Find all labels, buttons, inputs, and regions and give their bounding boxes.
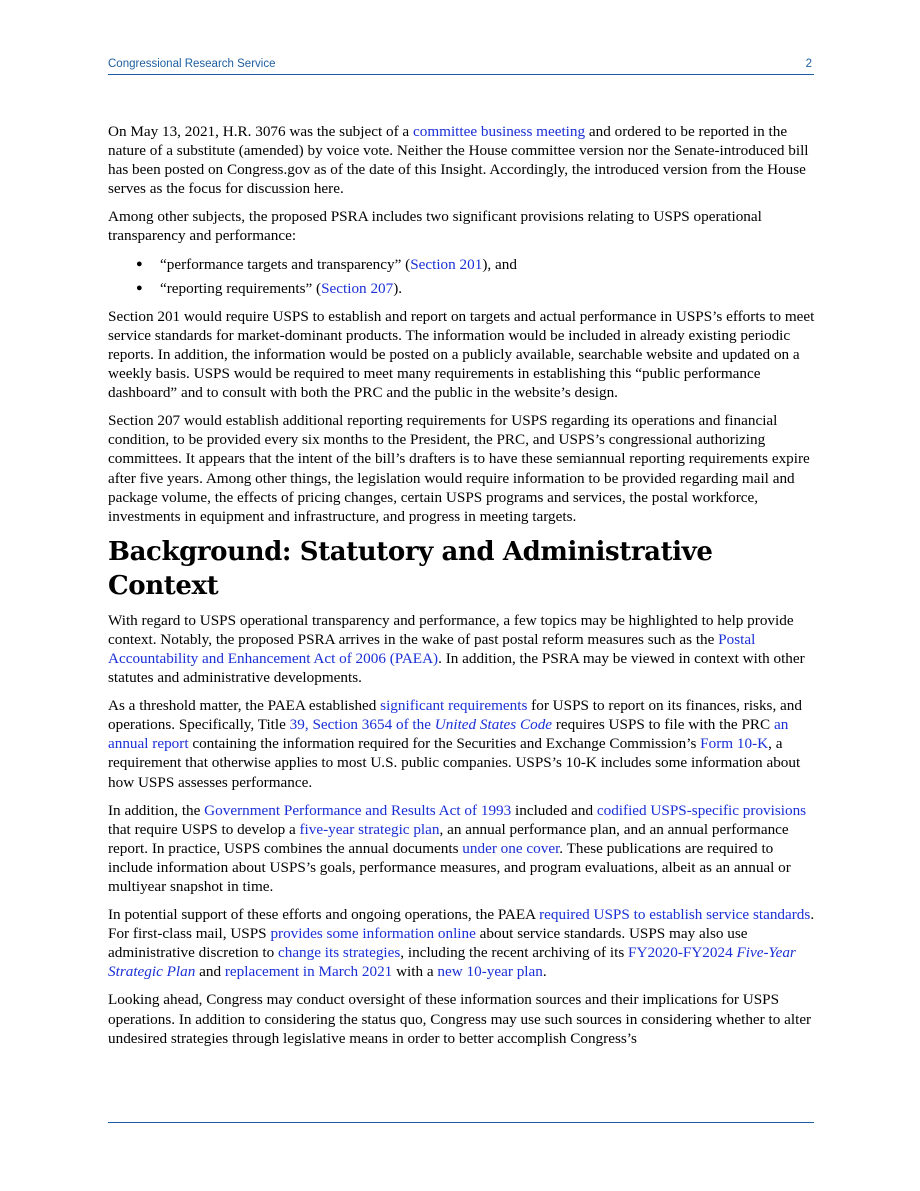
paragraph-5: With regard to USPS operational transparency and performance, a few topics may be highlighted to help provide context. Notably, the proposed PSRA arrives in the wake of past postal reform measures such as the Postal Accountability and Enhancement Act of 2006 (PAEA). In addition, the PSRA may be viewed in context with other statutes and administrative developments. [108,611,805,687]
paragraph-9: Looking ahead, Congress may conduct oversight of these information sources and their implications for USPS operations. In addition to considering the status quo, Congress may use such sources in considering whether to alter undesired strategies through legislative means in order to better accomplish Congress’s [108,991,812,1047]
paragraph-6: As a threshold matter, the PAEA established significant requirements for USPS to report on its finances, risks, and operations. Specifically, Title 39, Section 3654 of the United States Code requires USPS to file with the PRC an annual report containing the information required for the Securities and Exchange Commission’s Form 10-K, a requirement that otherwise applies to most U.S. public companies. USPS’s 10-K includes some information about how USPS assesses performance. [108,697,802,791]
link-paea[interactable]: Postal Accountability and Enhancement Act of 2006 (PAEA) [108,630,756,667]
link-under-one-cover[interactable]: under one cover [462,839,560,857]
link-change-strategies[interactable]: change its strategies [277,944,401,962]
link-10-year-plan[interactable]: new 10-year plan [437,963,543,981]
link-replacement-march-2021[interactable]: replacement in March 2021 [224,963,393,981]
paragraph-3: Section 201 would require USPS to establish and report on targets and actual performance in USPS’s efforts to meet service standards for market-dominant products. The information would be included in already existing periodic reports. In addition, the information would be posted on a publicly available, searchable website and updated on a weekly basis. USPS would be required to meet many requirements in establishing this “public performance dashboard” and to consult with both the PRC and the public in the website’s design. [108,307,815,402]
document-body [108,122,816,1057]
section-heading: Background: Statutory and Administrative Context [108,536,713,601]
page-number: 2 [805,58,812,70]
link-section-207[interactable]: Section 207 [321,279,394,297]
paragraph-7: In addition, the Government Performance and Results Act of 1993 included and codified USPS-specific provisions that require USPS to develop a five-year strategic plan, an annual performance plan, and an annual performance report. In practice, USPS combines the annual documents under one cover. These publications are required to include information about USPS’s goals, performance measures, and program evaluations, albeit as an annual or multiyear snapshot in time. [108,801,807,895]
link-gpra-1993[interactable]: Government Performance and Results Act of 1993 [204,801,512,819]
link-form-10k[interactable]: Form 10-K [700,735,769,753]
link-section-201[interactable]: Section 201 [410,255,483,273]
link-info-online[interactable]: provides some information online [270,925,476,943]
link-annual-report[interactable]: an annual report [108,716,789,753]
list-item: ● “reporting requirements” (Section 207). [136,279,403,297]
link-five-year-plan[interactable]: five-year strategic plan [299,820,440,838]
page-header [108,56,814,75]
paragraph-8: In potential support of these efforts and ongoing operations, the PAEA required USPS to establish service standards. For first-class mail, USPS provides some information online about service standards. USPS may also use administrative discretion to change its strategies, including the recent archiving of its FY2020-FY2024 Five-Year Strategic Plan and replacement in March 2021 with a new 10-year plan. [108,906,815,981]
paragraph-4: Section 207 would establish additional reporting requirements for USPS regarding its operations and financial condition, to be provided every six months to the President, the PRC, and USPS’s congressional authorizing committees. It appears that the intent of the bill’s drafters is to have these semiannual reporting requirements expire after five years. Among other things, the legislation would require information to be provided regarding mail and package volume, the effects of pricing changes, certain USPS programs and services, the postal workforce, investments in equipment and infrastructure, and progress in meeting targets. [108,412,810,525]
link-service-standards[interactable]: required USPS to establish service standards [539,906,811,924]
footer-divider [108,1122,814,1123]
link-significant-requirements[interactable]: significant requirements [380,697,528,715]
paragraph-1: On May 13, 2021, H.R. 3076 was the subject of a committee business meeting and ordered to be reported in the nature of a substitute (amended) by voice vote. Neither the House committee version nor the Senate-introduced bill has been posted on Congress.gov as of the date of this Insight. Accordingly, the introduced version from the House serves as the focus for discussion here. [108,123,809,198]
paragraph-2: Among other subjects, the proposed PSRA includes two significant provisions relating to USPS operational transparency and performance: [108,208,762,245]
bullet-list [108,255,816,298]
header-org: Congressional Research Service [108,58,276,70]
link-committee-meeting[interactable]: committee business meeting [412,123,586,140]
bullet-icon: ● [136,281,143,294]
list-item: ● “performance targets and transparency” (Section 201), and [136,255,517,273]
link-fy2020-plan[interactable]: FY2020-FY2024 Five-Year Strategic Plan [108,944,796,981]
link-usc-3654[interactable]: 39, Section 3654 of the United States Code [289,716,553,734]
link-codified-provisions[interactable]: codified USPS-specific provisions [596,801,807,819]
bullet-icon: ● [136,257,143,270]
